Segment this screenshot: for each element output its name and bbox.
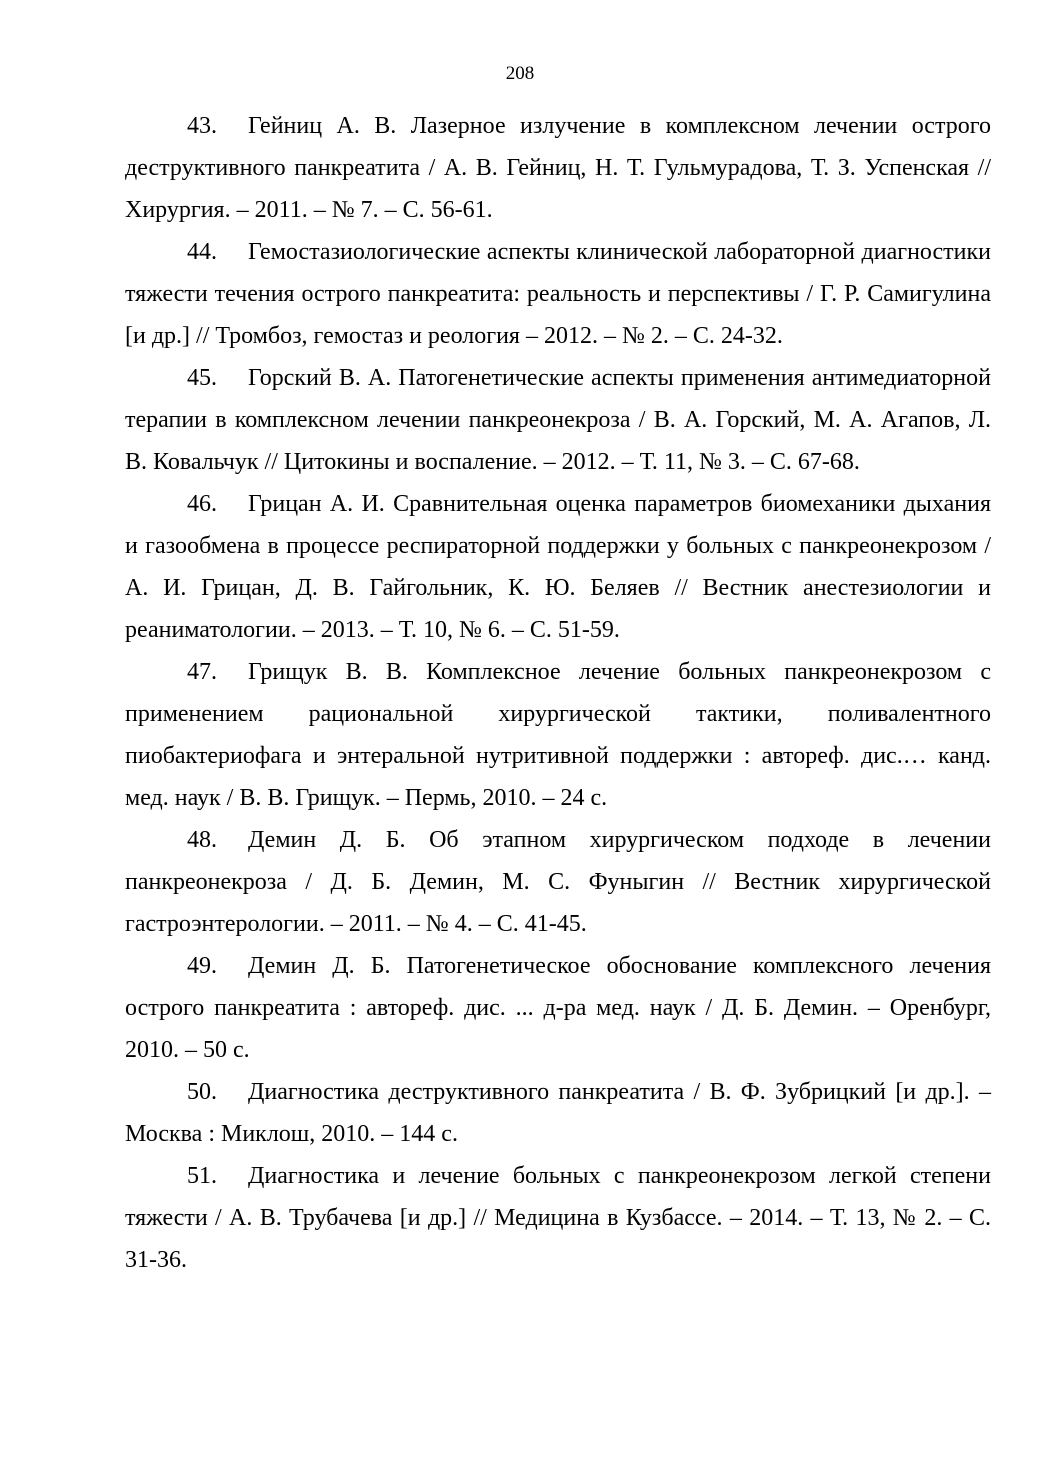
reference-text: Диагностика и лечение больных с панкреонекрозом легкой степени тяжести / А. В. Трубачева [и др.] // Медицина в Кузбассе. – 2014. – Т. 13, № 2. – С. 31-36.	[125, 1163, 991, 1273]
reference-text: Горский В. А. Патогенетические аспекты применения антимедиаторной терапии в комплексном лечении панкреонекроза / В. А. Горский, М. А. Агапов, Л. В. Ковальчук // Цитокины и воспаление. – 2012. – Т. 11, № 3. – С. 67-68.	[125, 365, 991, 475]
reference-item	[125, 819, 991, 945]
reference-text: Демин Д. Б. Об этапном хирургическом подходе в лечении панкреонекроза / Д. Б. Демин, М. С. Фуныгин // Вестник хирургической гастроэнтерологии. – 2011. – № 4. – С. 41-45.	[125, 827, 991, 937]
reference-text: Гейниц А. В. Лазерное излучение в комплексном лечении острого деструктивного панкреатита / А. В. Гейниц, Н. Т. Гульмурадова, Т. З. Успенская // Хирургия. – 2011. – № 7. – С. 56-61.	[125, 113, 991, 223]
reference-number: 51.	[187, 1163, 217, 1189]
reference-number: 44.	[187, 239, 217, 265]
reference-number: 47.	[187, 659, 217, 685]
reference-number: 43.	[187, 113, 217, 139]
reference-item	[125, 105, 991, 231]
reference-number: 49.	[187, 953, 217, 979]
reference-number: 46.	[187, 491, 217, 517]
reference-text: Грищук В. В. Комплексное лечение больных панкреонекрозом с применением рациональной хирургической тактики, поливалентного пиобактериофага и энтеральной нутритивной поддержки : автореф. дис.… канд. мед. наук / В. В. Грищук. – Пермь, 2010. – 24 с.	[125, 659, 991, 811]
reference-text: Демин Д. Б. Патогенетическое обоснование комплексного лечения острого панкреатита : автореф. дис. ... д-ра мед. наук / Д. Б. Демин. – Оренбург, 2010. – 50 с.	[125, 953, 991, 1063]
reference-text: Гемостазиологические аспекты клинической лабораторной диагностики тяжести течения острого панкреатита: реальность и перспективы / Г. Р. Самигулина [и др.] // Тромбоз, гемостаз и реология – 2012. – № 2. – С. 24-32.	[125, 239, 991, 349]
reference-item	[125, 231, 991, 357]
reference-text: Грицан А. И. Сравнительная оценка параметров биомеханики дыхания и газообмена в процессе респираторной поддержки у больных с панкреонекрозом / А. И. Грицан, Д. В. Гайгольник, К. Ю. Беляев // Вестник анестезиологии и реаниматологии. – 2013. – Т. 10, № 6. – С. 51-59.	[125, 491, 991, 643]
reference-number: 48.	[187, 827, 217, 853]
reference-item	[125, 945, 991, 1071]
reference-text: Диагностика деструктивного панкреатита / В. Ф. Зубрицкий [и др.]. – Москва : Миклош, 2010. – 144 с.	[125, 1079, 991, 1147]
page-number: 208	[505, 63, 535, 84]
reference-item	[125, 483, 991, 651]
reference-item	[125, 357, 991, 483]
reference-number: 50.	[187, 1079, 217, 1105]
reference-number: 45.	[187, 365, 217, 391]
reference-list	[125, 105, 991, 1281]
reference-item	[125, 1071, 991, 1155]
reference-item	[125, 651, 991, 819]
reference-item	[125, 1155, 991, 1281]
